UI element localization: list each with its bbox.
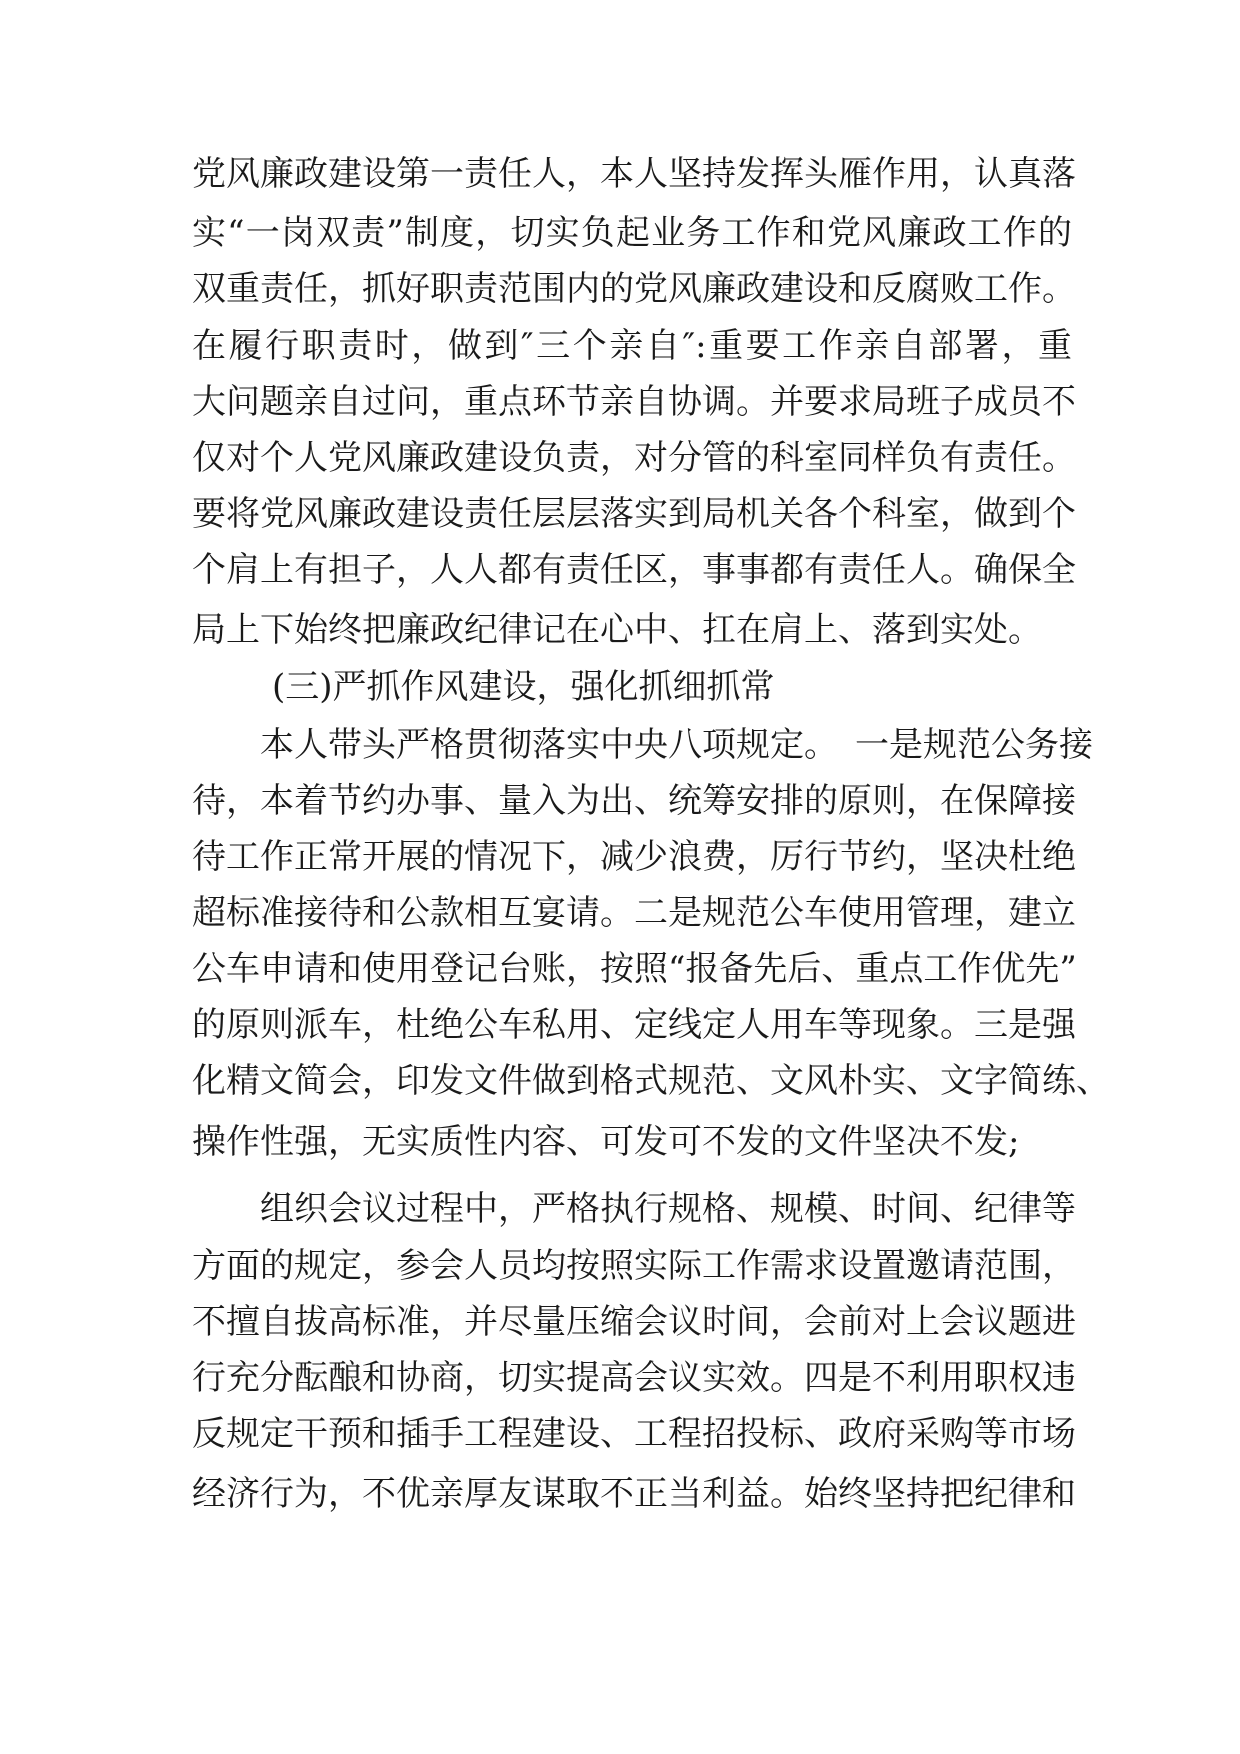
paragraph-line: 待工作正常开展的情况下，减少浪费，厉行节约，坚决杜绝: [192, 837, 1076, 877]
paragraph-line: 反规定干预和插手工程建设、工程招投标、政府采购等市场: [192, 1414, 1076, 1454]
paragraph-line: 经济行为，不优亲厚友谋取不正当利益。始终坚持把纪律和: [192, 1474, 1076, 1514]
paragraph-line: 双重责任，抓好职责范围内的党风廉政建设和反腐败工作。: [192, 269, 1076, 309]
paragraph-line: 方面的规定，参会人员均按照实际工作需求设置邀请范围，: [192, 1246, 1076, 1286]
section-heading: (三)严抓作风建设，强化抓细抓常: [272, 667, 775, 707]
paragraph-line: 组织会议过程中，严格执行规格、规模、时间、纪律等: [260, 1189, 1076, 1229]
paragraph-line: 行充分酝酿和协商，切实提高会议实效。四是不利用职权违: [192, 1358, 1076, 1398]
paragraph-line: 操作性强，无实质性内容、可发可不发的文件坚决不发;: [192, 1122, 1020, 1162]
paragraph-line: 党风廉政建设第一责任人，本人坚持发挥头雁作用，认真落: [192, 154, 1076, 194]
paragraph-line: 的原则派车，杜绝公车私用、定线定人用车等现象。三是强: [192, 1005, 1076, 1045]
paragraph-line: 待，本着节约办事、量入为出、统筹安排的原则，在保障接: [192, 781, 1076, 821]
paragraph-line: 公车申请和使用登记台账，按照“报备先后、重点工作优先”: [192, 949, 1077, 989]
paragraph-line: 本人带头严格贯彻落实中央八项规定。 一是规范公务接: [260, 725, 1093, 765]
paragraph-line: 局上下始终把廉政纪律记在心中、扛在肩上、落到实处。: [192, 610, 1042, 650]
paragraph-line: 个肩上有担子，人人都有责任区，事事都有责任人。确保全: [192, 550, 1076, 590]
paragraph-line: 化精文简会，印发文件做到格式规范、文风朴实、文字简练、: [192, 1061, 1110, 1101]
paragraph-line: 超标准接待和公款相互宴请。二是规范公车使用管理，建立: [192, 893, 1076, 933]
paragraph-line: 要将党风廉政建设责任层层落实到局机关各个科室，做到个: [192, 494, 1076, 534]
paragraph-line: 实“一岗双责”制度，切实负起业务工作和党风廉政工作的: [192, 213, 1072, 253]
paragraph-line: 不擅自拔高标准，并尽量压缩会议时间，会前对上会议题进: [192, 1302, 1076, 1342]
paragraph-line: 大问题亲自过问，重点环节亲自协调。并要求局班子成员不: [192, 382, 1076, 422]
paragraph-line: 在履行职责时，做到″三个亲自″:重要工作亲自部署，重: [192, 326, 1072, 366]
paragraph-line: 仅对个人党风廉政建设负责，对分管的科室同样负有责任。: [192, 438, 1076, 478]
